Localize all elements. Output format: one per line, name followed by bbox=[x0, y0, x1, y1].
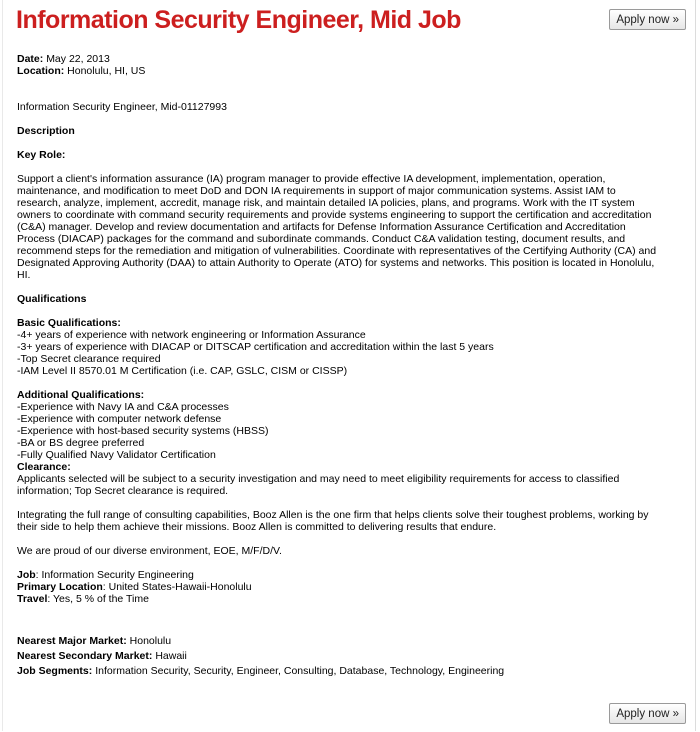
key-role-line: Support a client's information assurance (IA) program manager to provide effective IA development, implementation, operation, bbox=[17, 173, 606, 185]
clearance-line: Applicants selected will be subject to a security investigation and may need to meet eligibility requirements for access to classified bbox=[17, 473, 620, 485]
clearance-line: information; Top Secret clearance is required. bbox=[17, 485, 229, 497]
location-label: Location: bbox=[17, 65, 65, 77]
nearest-major-market-label: Nearest Major Market: bbox=[17, 635, 127, 647]
nearest-secondary-market-row bbox=[17, 650, 677, 662]
travel-label: Travel bbox=[17, 593, 48, 605]
key-role-heading: Key Role: bbox=[17, 149, 66, 161]
key-role-line: Designated Approving Authority (DAA) to attain Authority to Operate (ATO) for systems and networks. This position is located in Honolulu, bbox=[17, 257, 655, 269]
location-value: Honolulu, HI, US bbox=[67, 65, 146, 77]
apply-now-button-bottom[interactable]: Apply now » bbox=[609, 703, 686, 724]
eoe-statement: We are proud of our diverse environment, EOE, M/F/D/V. bbox=[17, 545, 282, 557]
job-segments-row bbox=[17, 665, 677, 677]
list-item: -Fully Qualified Navy Validator Certification bbox=[17, 449, 216, 461]
job-row bbox=[17, 569, 677, 581]
qualifications-heading: Qualifications bbox=[17, 293, 87, 305]
list-item: -Experience with Navy IA and C&A processes bbox=[17, 401, 229, 413]
list-item: -Top Secret clearance required bbox=[17, 353, 161, 365]
job-description bbox=[17, 53, 677, 677]
list-item: -3+ years of experience with DIACAP or DITSCAP certification and accreditation within the last 5 years bbox=[17, 341, 494, 353]
description-heading: Description bbox=[17, 125, 75, 137]
key-role-line: maintenance, and modification to meet DoD and DON IA requirements in support of major communication systems. Assist IAM to bbox=[17, 185, 616, 197]
list-item: -IAM Level II 8570.01 M Certification (i.e. CAP, GSLC, CISM or CISSP) bbox=[17, 365, 348, 377]
key-role-line: recommend steps for the remediation and mitigation of vulnerabilities. Coordinate with representatives of the Certifying Authority (CA) and bbox=[17, 245, 657, 257]
travel-value: : Yes, 5 % of the Time bbox=[47, 593, 149, 605]
date-row bbox=[17, 53, 677, 65]
job-value: : Information Security Engineering bbox=[35, 569, 194, 581]
company-statement-line: their side to help them achieve their missions. Booz Allen is committed to delivering results that endure. bbox=[17, 521, 497, 533]
apply-now-button-top[interactable]: Apply now » bbox=[609, 9, 686, 30]
date-label: Date: bbox=[17, 53, 44, 65]
list-item: -4+ years of experience with network engineering or Information Assurance bbox=[17, 329, 366, 341]
nearest-secondary-market-label: Nearest Secondary Market: bbox=[17, 650, 153, 662]
basic-qualifications-heading: Basic Qualifications: bbox=[17, 317, 121, 329]
additional-qualifications-heading: Additional Qualifications: bbox=[17, 389, 145, 401]
location-row bbox=[17, 65, 677, 77]
primary-location-value: : United States-Hawaii-Honolulu bbox=[102, 581, 252, 593]
list-item: -Experience with computer network defense bbox=[17, 413, 222, 425]
job-segments-value: Information Security, Security, Engineer, Consulting, Database, Technology, Engineering bbox=[95, 665, 505, 677]
key-role-line: research, analyze, implement, accredit, manage risk, and maintain detailed IA policies, plans, and programs. Work with the IT system bbox=[17, 197, 635, 209]
key-role-line: owners to coordinate with command security requirements and provide systems engineering to support the certification and accreditation bbox=[17, 209, 652, 221]
travel-row bbox=[17, 593, 677, 605]
list-item: -BA or BS degree preferred bbox=[17, 437, 145, 449]
basic-qualifications-list bbox=[17, 329, 677, 377]
nearest-major-market-value: Honolulu bbox=[129, 635, 172, 647]
nearest-major-market-row bbox=[17, 635, 677, 647]
page-title: Information Security Engineer, Mid Job bbox=[16, 6, 461, 34]
job-label: Job bbox=[17, 569, 36, 581]
list-item: -Experience with host-based security systems (HBSS) bbox=[17, 425, 269, 437]
primary-location-label: Primary Location bbox=[17, 581, 103, 593]
nearest-secondary-market-value: Hawaii bbox=[155, 650, 187, 662]
company-statement-line: Integrating the full range of consulting capabilities, Booz Allen is the one firm that helps clients solve their toughest problems, working by bbox=[17, 509, 649, 521]
requisition-id: Information Security Engineer, Mid-01127993 bbox=[17, 101, 227, 113]
job-segments-label: Job Segments: bbox=[17, 665, 93, 677]
key-role-text bbox=[17, 173, 677, 281]
additional-qualifications-list bbox=[17, 401, 677, 461]
date-value: May 22, 2013 bbox=[46, 53, 110, 65]
key-role-line: (C&A) manager. Develop and review documentation and artifacts for Defense Information Assurance Certification and Accreditation bbox=[17, 221, 626, 233]
primary-location-row bbox=[17, 581, 677, 593]
clearance-text bbox=[17, 473, 677, 497]
company-statement bbox=[17, 509, 677, 533]
key-role-line: Process (DIACAP) packages for the command and subordinate commands. Conduct C&A validation testing, document results, and bbox=[17, 233, 626, 245]
key-role-line: HI. bbox=[17, 269, 31, 281]
clearance-heading: Clearance: bbox=[17, 461, 71, 473]
